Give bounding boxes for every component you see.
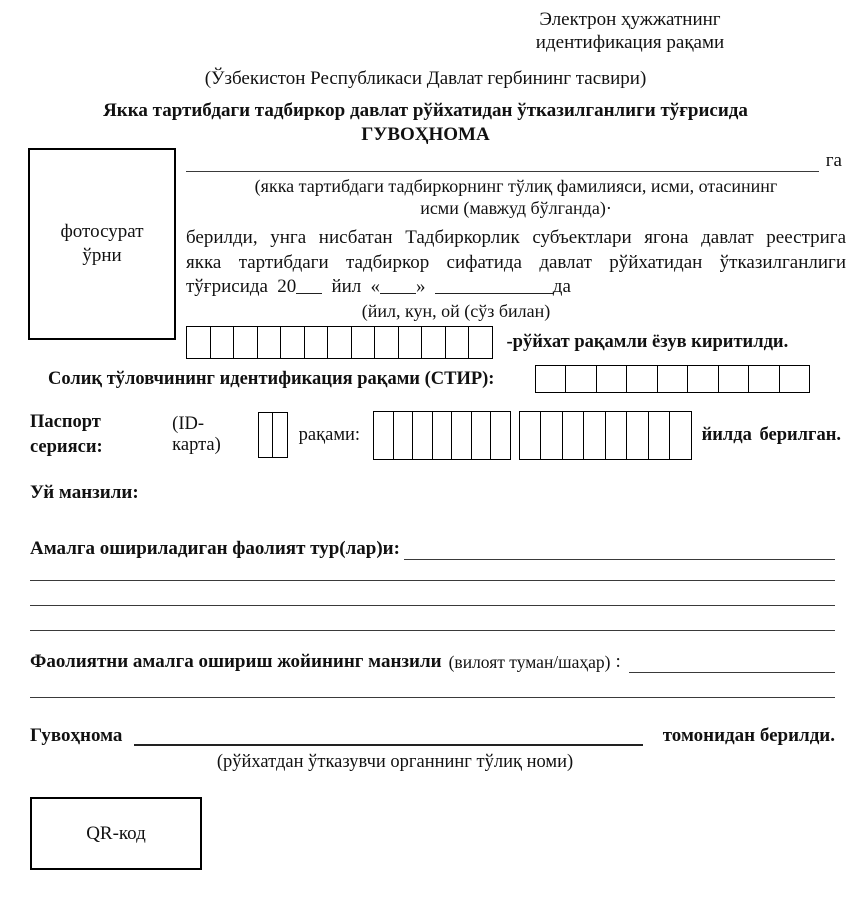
photo-label-line1: фотосурат: [60, 221, 144, 242]
digit-cell: [211, 327, 235, 358]
digit-cell: [399, 327, 423, 358]
month-blank: [435, 277, 553, 294]
digit-cell: [627, 366, 658, 392]
digit-cell: [305, 327, 329, 358]
issuer-caption: (рўйхатдан ўтказувчи органнинг тўлиқ номи): [216, 752, 574, 772]
activity-types-label: Амалга ошириладиган фаолият тур(лар)и:: [30, 538, 400, 559]
digit-cell: [649, 412, 671, 459]
issuer-prefix: Гувоҳнома: [30, 725, 123, 746]
digit-cell: [597, 366, 628, 392]
digit-cell: [281, 327, 305, 358]
stir-row: [48, 365, 810, 393]
name-caption-line2: исми (мавжуд бўлганда)·: [420, 198, 612, 218]
qr-code-box: [30, 797, 202, 870]
eid-line2: идентификация рақами: [535, 32, 725, 53]
emblem-caption: (Ўзбекистон Республикаси Давлат гербининг тасвири): [204, 68, 647, 89]
digit-cell: [374, 412, 394, 459]
passport-series-label: [30, 410, 132, 460]
photo-placeholder-label: [60, 220, 143, 268]
title-line2: ГУВОҲНОМА: [361, 124, 490, 145]
digit-cell: [258, 327, 282, 358]
digit-cell: [670, 412, 691, 459]
quote-close: »: [416, 276, 426, 297]
year-blank: [296, 277, 322, 294]
issuer-name-blank: [134, 724, 642, 746]
digit-cell: [627, 412, 649, 459]
digit-cell: [719, 366, 750, 392]
activity-place-blank: [629, 652, 835, 673]
registration-number-row: [186, 326, 846, 359]
digit-cell: [658, 366, 689, 392]
photo-placeholder-box: [28, 148, 176, 340]
digit-cell: [433, 412, 453, 459]
stir-cells: [535, 365, 811, 393]
activity-place-blank-line-2: [30, 697, 835, 698]
passport-issued-label: йилда берилган.: [701, 424, 841, 445]
day-blank: [380, 277, 416, 294]
digit-cell: [541, 412, 563, 459]
digit-cell: [584, 412, 606, 459]
eid-line1: Электрон ҳужжатнинг: [539, 9, 721, 30]
activity-place-row: [30, 651, 835, 673]
digit-cell: [749, 366, 780, 392]
passport-series-label-line1: Паспорт: [30, 412, 101, 432]
activity-blank-line-2: [30, 605, 835, 606]
year-word: йил: [331, 276, 362, 297]
digit-cell: [375, 327, 399, 358]
digit-cell: [688, 366, 719, 392]
da-suffix: да: [552, 276, 571, 297]
eid-label-block: [470, 8, 790, 54]
activity-types-row: [30, 538, 835, 560]
registration-number-cells: [186, 326, 493, 359]
digit-cell: [446, 327, 470, 358]
digit-cell: [472, 412, 492, 459]
digit-cell: [234, 327, 258, 358]
digit-cell: [520, 412, 542, 459]
document-title: [0, 99, 851, 147]
digit-cell: [259, 413, 274, 457]
registration-paragraph: [186, 226, 846, 300]
digit-cell: [566, 366, 597, 392]
digit-cell: [187, 327, 211, 358]
digit-cell: [536, 366, 567, 392]
registration-number-note: -рўйхат рақамли ёзув киритилди.: [506, 331, 789, 352]
digit-cell: [780, 366, 810, 392]
activity-place-label: Фаолиятни амалга ошириш жойининг манзили: [30, 651, 442, 672]
entrepreneur-name-blank: [186, 150, 846, 172]
qr-code-label: QR-код: [86, 822, 146, 844]
date-caption: (йил, кун, ой (сўз билан): [361, 300, 551, 321]
digit-cell: [413, 412, 433, 459]
digit-cell: [606, 412, 628, 459]
paragraph-lead-text: берилди, унга нисбатан Тадбиркорлик субъектлари ягона давлат реестрига якка тартибдаги тадбиркор сифатида давлат рўйхатидан ўтказилганлиги тўғрисида 20: [186, 227, 846, 297]
passport-row: [30, 410, 841, 460]
passport-series-cells: [258, 412, 288, 458]
passport-number-label: рақами:: [298, 424, 361, 445]
title-line1: Якка тартибдаги тадбиркор давлат рўйхатидан ўтказилганлиги тўғрисида: [103, 100, 748, 121]
registration-text-block: [186, 150, 846, 359]
ga-suffix: га: [825, 150, 842, 171]
activity-place-note: (вилоят туман/шаҳар): [448, 652, 611, 672]
activity-blank-line-1: [30, 580, 835, 581]
digit-cell: [491, 412, 510, 459]
name-caption: [186, 175, 846, 219]
home-address-label: Уй манзили:: [30, 482, 139, 503]
digit-cell: [328, 327, 352, 358]
name-caption-line1: (якка тартибдаги тадбиркорнинг тўлиқ фамилияси, исми, отасининг: [254, 176, 778, 196]
digit-cell: [394, 412, 414, 459]
passport-number-cells: [373, 411, 511, 460]
digit-cell: [452, 412, 472, 459]
digit-cell: [352, 327, 376, 358]
issuer-suffix: томонидан берилди.: [662, 725, 835, 746]
digit-cell: [422, 327, 446, 358]
digit-cell: [563, 412, 585, 459]
id-card-label: (ID-карта): [172, 414, 221, 455]
stir-label: Солиқ тўловчининг идентификация рақами (СТИР):: [48, 368, 495, 389]
passport-issue-date-cells: [519, 411, 692, 460]
quote-open: «: [370, 276, 381, 297]
digit-cell: [273, 413, 287, 457]
activity-place-colon: :: [615, 651, 621, 672]
name-blank-line: [186, 151, 819, 172]
digit-cell: [469, 327, 492, 358]
passport-series-label-line2: серияси:: [30, 437, 103, 457]
activity-blank-line-3: [30, 630, 835, 631]
issuer-row: [30, 724, 835, 747]
activity-types-blank: [404, 539, 835, 560]
photo-label-line2: ўрни: [82, 245, 122, 266]
